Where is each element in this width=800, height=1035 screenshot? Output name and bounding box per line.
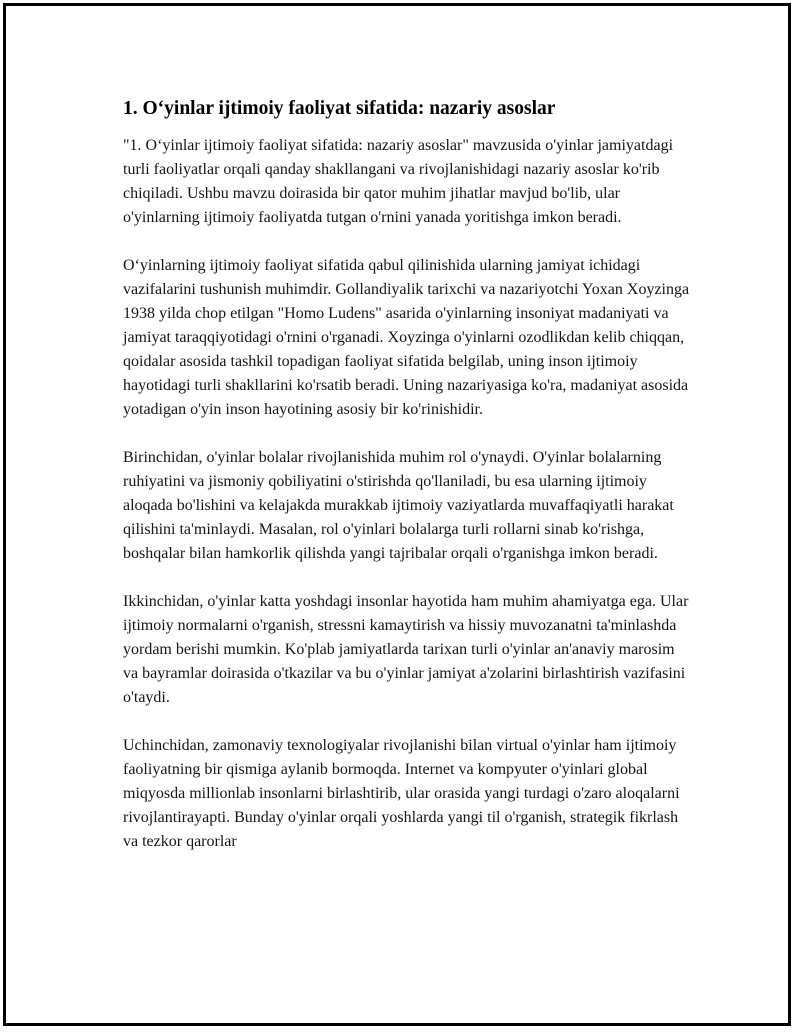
document-body <box>123 96 693 878</box>
paragraph-intro: "1. O‘yinlar ijtimoiy faoliyat sifatida: nazariy asoslar" mavzusida o'yinlar jamiyatdagi turli faoliyatlar orqali qanday shakllangani va rivojlanishidagi nazariy asoslar ko'rib chiqiladi. Ushbu mavzu doirasida bir qator muhim jihatlar mavjud bo'lib, ular o'yinlarning ijtimoiy faoliyatda tutgan o'rnini yanada yoritishga imkon beradi. <box>123 137 674 226</box>
section-heading: 1. O‘yinlar ijtimoiy faoliyat sifatida: nazariy asoslar <box>123 98 556 119</box>
paragraph-second: Ikkinchidan, o'yinlar katta yoshdagi insonlar hayotida ham muhim ahamiyatga ega. Ular ijtimoiy normalarni o'rganish, stressni kamaytirish va hissiy muvozanatni ta'minlashda yordam berishi mumkin. Ko'plab jamiyatlarda tarixan turli o'yinlar an'anaviy marosim va bayramlar doirasida o'tkazilar va bu o'yinlar jamiyat a'zolarini birlashtirish vazifasini o'taydi. <box>123 593 689 706</box>
paragraph-huizinga: O‘yinlarning ijtimoiy faoliyat sifatida qabul qilinishida ularning jamiyat ichidagi vazifalarini tushunish muhimdir. Gollandiyalik tarixchi va nazariyotchi Yoxan Xoyzinga 1938 yilda chop etilgan "Homo Ludens" asarida o'yinlarning insoniyat madaniyati va jamiyat taraqqiyotidagi o'rnini o'rganadi. Xoyzinga o'yinlarni ozodlikdan kelib chiqqan, qoidalar asosida tashkil topadigan faoliyat sifatida belgilab, uning inson ijtimoiy hayotidagi turli shakllarini ko'rsatib beradi. Uning nazariyasiga ko'ra, madaniyat asosida yotadigan o'yin inson hayotining asosiy bir ko'rinishidir. <box>123 257 690 418</box>
document-page <box>3 3 791 1026</box>
paragraph-first: Birinchidan, o'yinlar bolalar rivojlanishida muhim rol o'ynaydi. O'yinlar bolalarning ruhiyatini va jismoniy qobiliyatini o'stirishda qo'llaniladi, bu esa ularning ijtimoiy aloqada bo'lishini va kelajakda murakkab ijtimoiy vaziyatlarda muvaffaqiyatli harakat qilishini ta'minlaydi. Masalan, rol o'yinlari bolalarga turli rollarni sinab ko'rishga, boshqalar bilan hamkorlik qilishda yangi tajribalar orqali o'rganishga imkon beradi. <box>123 449 674 562</box>
paragraph-third: Uchinchidan, zamonaviy texnologiyalar rivojlanishi bilan virtual o'yinlar ham ijtimoiy faoliyatning bir qismiga aylanib bormoqda. Internet va kompyuter o'yinlari global miqyosda millionlab insonlarni birlashtirib, ular orasida yangi turdagi o'zaro aloqalarni rivojlantirayapti. Bunday o'yinlar orqali yoshlarda yangi til o'rganish, strategik fikrlash va tezkor qarorlar <box>123 737 680 850</box>
